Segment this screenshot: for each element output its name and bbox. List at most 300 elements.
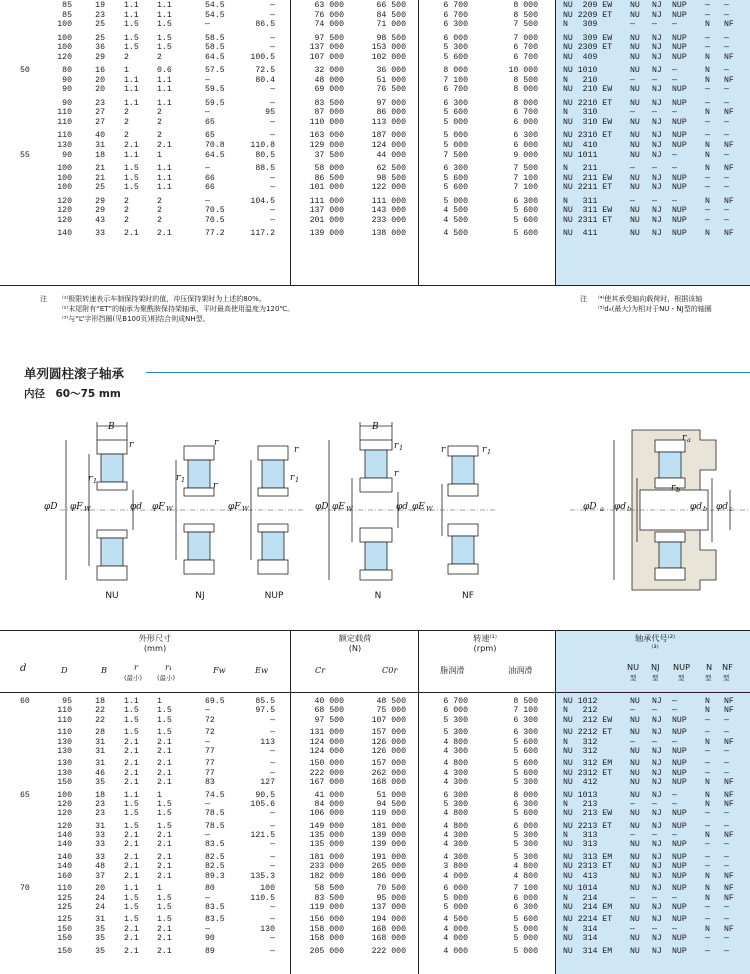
col-r1: r₁ (165, 662, 173, 672)
cell-grease: 6 300 (443, 20, 468, 30)
cell-grease: 5 600 (443, 52, 468, 62)
cell-nf: NF (724, 737, 734, 747)
svg-text:φd: φd (614, 502, 627, 512)
cell-C0r: 98 500 (376, 173, 406, 183)
cell-Ew: 88.5 (255, 164, 275, 173)
cell-D: 140 (57, 853, 72, 862)
cell-B: 20 (95, 884, 105, 894)
cell-r1: 2.1 (157, 862, 172, 872)
cell-code: NU 2311 ET (563, 215, 613, 225)
cell-n: N (705, 108, 710, 118)
cell-Ew: — (270, 902, 275, 912)
cell-grease: 4 500 (443, 229, 468, 239)
cell-oil: 5 600 (513, 229, 538, 239)
cell-C0r: 126 000 (371, 737, 406, 747)
cell-Fw: 82.5 (205, 853, 225, 862)
cell-nj: NJ (652, 150, 662, 160)
cell-nu: NU (630, 173, 640, 183)
cell-Ew: — (270, 862, 275, 872)
cell-B: 31 (95, 915, 105, 925)
cell-Ew: — (270, 715, 275, 725)
table-row (0, 76, 750, 85)
cell-nf: NF (724, 229, 734, 239)
cell-Fw: 74.5 (205, 790, 225, 800)
cell-C0r: 168 000 (371, 934, 406, 943)
svg-text:B: B (372, 422, 379, 432)
cell-code: NU 412 (563, 778, 598, 787)
cell-nu: NU (630, 821, 640, 831)
cell-r: 2.1 (124, 946, 139, 956)
cell-r1: 1.5 (157, 821, 172, 831)
cell-Cr: 58 500 (314, 884, 344, 894)
table-row (0, 831, 750, 840)
cell-D: 130 (57, 759, 72, 769)
cell-nf: — (724, 934, 729, 943)
cell-D: 120 (57, 206, 72, 216)
cell-C0r: 98 500 (376, 33, 406, 43)
cell-nf: — (724, 10, 729, 20)
note-right-1: ⁽⁴⁾使其承受轴向载荷时，根据该轴 (598, 295, 703, 303)
cell-n: — (705, 10, 710, 20)
cell-oil: 5 000 (513, 946, 538, 956)
cell-B: 19 (95, 1, 105, 10)
cell-nf: — (724, 183, 729, 193)
svg-text:φd: φd (130, 502, 143, 512)
cell-B: 31 (95, 141, 105, 150)
cell-nj: NJ (652, 131, 662, 141)
cell-r1: 1.5 (157, 902, 172, 912)
table-row (0, 11, 750, 20)
cell-Fw: — (205, 893, 210, 903)
table-row (0, 43, 750, 52)
cell-nup: NUP (672, 229, 687, 239)
cell-Ew: 117.2 (250, 229, 275, 239)
cell-Fw: — (205, 924, 210, 934)
cell-Ew: — (270, 206, 275, 216)
header-load: 额定载荷 (338, 633, 372, 643)
cell-nup: NUP (672, 173, 687, 183)
cell-grease: 6 000 (443, 33, 468, 43)
cell-Fw: 89.3 (205, 871, 225, 881)
cell-code: NU 1013 (563, 790, 598, 800)
cell-B: 29 (95, 206, 105, 216)
cell-Ew: 100 (260, 884, 275, 894)
cell-nu: NU (630, 10, 640, 20)
cell-nup: NUP (672, 206, 687, 216)
cell-n: N (705, 884, 710, 894)
cell-grease: 6 700 (443, 1, 468, 10)
cell-nu: NU (630, 934, 640, 943)
cell-B: 43 (95, 215, 105, 225)
cell-B: 23 (95, 98, 105, 108)
cell-r1: 1.1 (157, 75, 172, 85)
svg-text:a: a (600, 505, 604, 513)
cell-oil: 7 500 (513, 20, 538, 30)
cell-grease: 4 300 (443, 778, 468, 787)
cell-n: N (705, 66, 710, 76)
cell-n: N (705, 150, 710, 160)
cell-r1: 2 (157, 118, 162, 127)
cell-C0r: 126 000 (371, 746, 406, 756)
cell-Ew: — (270, 10, 275, 20)
cell-code: N 213 (563, 799, 598, 809)
cell-D: 100 (57, 164, 72, 173)
cell-grease: 6 300 (443, 164, 468, 173)
cell-n: — (705, 946, 710, 956)
cell-n: — (705, 1, 710, 10)
cell-Cr: 131 000 (309, 728, 344, 738)
cell-r1: 2 (157, 196, 162, 206)
cell-nf: — (724, 206, 729, 216)
cell-Cr: 167 000 (309, 778, 344, 787)
svg-text:r: r (671, 483, 676, 493)
cell-code: NU 312 (563, 746, 598, 756)
cell-nu: NU (630, 206, 640, 216)
svg-text:b: b (676, 486, 681, 494)
cell-C0r: 124 000 (371, 141, 406, 150)
cell-nf: NF (724, 831, 734, 841)
cell-nj: NJ (652, 768, 662, 778)
cell-D: 90 (62, 85, 72, 95)
cell-nf: NF (724, 706, 734, 716)
cell-nf: — (724, 33, 729, 43)
cell-Fw: — (205, 196, 210, 206)
cell-Cr: 119 000 (309, 902, 344, 912)
cell-D: 140 (57, 229, 72, 239)
cell-B: 25 (95, 20, 105, 30)
table-row (0, 706, 750, 715)
cell-grease: 4 500 (443, 915, 468, 925)
cell-r: 2.1 (124, 853, 139, 862)
cell-nu: NU (630, 183, 640, 193)
cell-Cr: 37 500 (314, 150, 344, 160)
table-row (0, 769, 750, 778)
cell-Cr: 106 000 (309, 809, 344, 819)
cell-nu: — (630, 924, 635, 934)
cell-D: 110 (57, 706, 72, 716)
cell-grease: 4 500 (443, 215, 468, 225)
cell-n: N (705, 229, 710, 239)
cell-nj: NJ (652, 853, 662, 862)
diagram-nu (44, 422, 150, 580)
cell-r: 2 (124, 196, 129, 206)
cell-B: 18 (95, 150, 105, 160)
cell-code: N 312 (563, 737, 598, 747)
diagram-nup (228, 445, 305, 574)
cell-B: 37 (95, 871, 105, 881)
header-speed-unit: (rpm) (473, 643, 497, 653)
cell-r1: 2 (157, 215, 162, 225)
cell-r1: 2.1 (157, 934, 172, 943)
cell-B: 24 (95, 902, 105, 912)
cell-n: N (705, 790, 710, 800)
cell-Cr: 158 000 (309, 934, 344, 943)
cell-Cr: 68 500 (314, 706, 344, 716)
cell-nup: — (672, 196, 677, 206)
cell-Ew: 104.5 (250, 196, 275, 206)
cell-nu: NU (630, 915, 640, 925)
cell-r: 2 (124, 108, 129, 118)
cell-r1: 1.5 (157, 33, 172, 43)
cell-r1: 2.1 (157, 946, 172, 956)
svg-text:φD: φD (315, 502, 329, 512)
svg-text:W: W (242, 505, 249, 513)
col-ew: Ew (255, 665, 268, 675)
cell-nj: NJ (652, 715, 662, 725)
cell-nu: — (630, 737, 635, 747)
cell-Fw: 77 (205, 746, 215, 756)
cell-oil: 6 300 (513, 728, 538, 738)
cell-C0r: 51 000 (376, 75, 406, 85)
cell-C0r: 139 000 (371, 831, 406, 841)
cell-r: 2.1 (124, 831, 139, 841)
cell-C0r: 139 000 (371, 840, 406, 850)
col-r: r (134, 662, 138, 672)
cell-nf: NF (724, 141, 734, 150)
cell-oil: 7 000 (513, 33, 538, 43)
cell-C0r: 94 500 (376, 799, 406, 809)
cell-r1: 1.1 (157, 173, 172, 183)
cell-Fw: 83.5 (205, 902, 225, 912)
cell-B: 36 (95, 43, 105, 53)
cell-D: 110 (57, 715, 72, 725)
cell-B: 35 (95, 778, 105, 787)
cell-nup: NUP (672, 853, 687, 862)
cell-Cr: 205 000 (309, 946, 344, 956)
cell-grease: 4 800 (443, 821, 468, 831)
col-r-min: (最小) (124, 674, 143, 682)
cell-nf: — (724, 915, 729, 925)
cell-n: N (705, 799, 710, 809)
table-row (0, 759, 750, 768)
cell-r1: 1.5 (157, 728, 172, 738)
cell-r: 1.1 (124, 884, 139, 894)
cell-r: 2 (124, 131, 129, 141)
cell-oil: 7 100 (513, 173, 538, 183)
cell-n: N (705, 831, 710, 841)
cell-C0r: 62 500 (376, 164, 406, 173)
cell-oil: 8 000 (513, 790, 538, 800)
cell-r: 1.5 (124, 799, 139, 809)
notes-label: 注 (40, 295, 47, 303)
cell-r: 1.5 (124, 43, 139, 53)
cell-Cr: 181 000 (309, 853, 344, 862)
cell-nj: NJ (652, 778, 662, 787)
cell-r1: 1 (157, 150, 162, 160)
cell-code: NU 214 EM (563, 902, 613, 912)
cell-nu: NU (630, 946, 640, 956)
svg-text:b: b (627, 505, 632, 513)
cell-nu: — (630, 706, 635, 716)
cell-Ew: — (270, 821, 275, 831)
cell-r: 1.1 (124, 98, 139, 108)
cell-code: NU 211 EW (563, 173, 613, 183)
cell-C0r: 143 000 (371, 206, 406, 216)
cell-grease: 8 000 (443, 66, 468, 76)
cell-Cr: 137 000 (309, 206, 344, 216)
table-row (0, 164, 750, 173)
cell-Cr: 158 000 (309, 924, 344, 934)
cell-oil: 6 300 (513, 131, 538, 141)
notes-right-label: 注 (580, 295, 587, 303)
cell-Cr: 124 000 (309, 737, 344, 747)
cell-r: 2.1 (124, 871, 139, 881)
cell-code: NU 209 EW (563, 1, 613, 10)
cell-Fw: 77 (205, 759, 215, 769)
cell-Fw: — (205, 20, 210, 30)
cell-code: NU 212 EW (563, 715, 613, 725)
cell-nj: — (652, 108, 657, 118)
cell-r: 1.5 (124, 728, 139, 738)
cell-r1: 2.1 (157, 229, 172, 239)
cell-Cr: 129 000 (309, 141, 344, 150)
cell-nj: — (652, 893, 657, 903)
cell-nu: NU (630, 902, 640, 912)
cell-nf: — (724, 821, 729, 831)
svg-text:b: b (703, 505, 708, 513)
cell-nu: NU (630, 52, 640, 62)
cell-grease: 5 300 (443, 43, 468, 53)
cell-oil: 5 300 (513, 840, 538, 850)
cell-nf: — (724, 746, 729, 756)
cell-code: NU 2310 ET (563, 131, 613, 141)
cell-D: 130 (57, 737, 72, 747)
cell-Ew: 90.5 (255, 790, 275, 800)
cell-Fw: — (205, 799, 210, 809)
cell-oil: 7 100 (513, 706, 538, 716)
table-row (0, 791, 750, 800)
section-rule (146, 372, 750, 373)
cell-Ew: — (270, 173, 275, 183)
cell-code: NU 2209 ET (563, 10, 613, 20)
cell-nu: — (630, 893, 635, 903)
cell-nup: NUP (672, 809, 687, 819)
cell-n: — (705, 759, 710, 769)
cell-r1: 2.1 (157, 778, 172, 787)
cell-n: N (705, 924, 710, 934)
cell-r: 1.5 (124, 173, 139, 183)
cell-grease: 4 300 (443, 840, 468, 850)
cell-n: N (705, 75, 710, 85)
cell-nup: NUP (672, 43, 687, 53)
cell-nf: — (724, 118, 729, 127)
cell-Fw: 69.5 (205, 697, 225, 706)
cell-nj: — (652, 924, 657, 934)
cell-nj: NJ (652, 85, 662, 95)
cell-nup: — (672, 924, 677, 934)
cell-B: 22 (95, 715, 105, 725)
cell-Cr: 139 000 (309, 229, 344, 239)
cell-C0r: 70 500 (376, 884, 406, 894)
cell-nu: NU (630, 131, 640, 141)
cell-grease: 6 300 (443, 790, 468, 800)
table-row (0, 85, 750, 94)
table-row (0, 778, 750, 787)
cell-D: 120 (57, 215, 72, 225)
cell-grease: 5 000 (443, 131, 468, 141)
cell-B: 24 (95, 893, 105, 903)
cell-nu: NU (630, 150, 640, 160)
col-fw: Fw (213, 665, 226, 675)
cell-oil: 4 800 (513, 871, 538, 881)
cell-r1: 1.5 (157, 706, 172, 716)
cell-nf: NF (724, 697, 734, 706)
cell-B: 33 (95, 229, 105, 239)
table-row (0, 862, 750, 871)
cell-oil: 6 000 (513, 141, 538, 150)
cell-nf: — (724, 946, 729, 956)
cell-nu: NU (630, 141, 640, 150)
cell-nj: NJ (652, 10, 662, 20)
cell-Fw: 57.5 (205, 66, 225, 76)
table-row (0, 934, 750, 943)
cell-D: 125 (57, 915, 72, 925)
table-row (0, 947, 750, 956)
cell-D: 120 (57, 799, 72, 809)
svg-text:B: B (108, 422, 115, 432)
svg-text:φD: φD (44, 502, 58, 512)
cell-Ew: 95 (265, 108, 275, 118)
col-type-nf: NF (722, 662, 733, 672)
diagram-nf (410, 445, 495, 574)
cell-nj: NJ (652, 871, 662, 881)
cell-r1: 2.1 (157, 840, 172, 850)
cell-oil: 8 500 (513, 697, 538, 706)
cell-Fw: 58.5 (205, 33, 225, 43)
cell-Cr: 135 000 (309, 831, 344, 841)
cell-nu: NU (630, 871, 640, 881)
cell-grease: 5 600 (443, 183, 468, 193)
cell-Ew: 80.5 (255, 150, 275, 160)
cell-r: 2.1 (124, 141, 139, 150)
cell-D: 80 (62, 66, 72, 76)
cell-B: 25 (95, 183, 105, 193)
cell-d: 70 (20, 884, 30, 894)
cell-Cr: 182 000 (309, 871, 344, 881)
cell-D: 120 (57, 196, 72, 206)
cell-n: — (705, 934, 710, 943)
svg-text:φE: φE (412, 502, 425, 512)
cell-code: NU 2211 ET (563, 183, 613, 193)
cell-grease: 4 300 (443, 768, 468, 778)
cell-D: 110 (57, 131, 72, 141)
cell-Ew: 113 (260, 737, 275, 747)
cell-C0r: 44 000 (376, 150, 406, 160)
diagram-mounting (570, 430, 748, 590)
cell-nu: NU (630, 33, 640, 43)
cell-oil: 5 300 (513, 831, 538, 841)
cell-C0r: 102 000 (371, 52, 406, 62)
cell-n: N (705, 778, 710, 787)
cell-oil: 5 600 (513, 915, 538, 925)
cell-nu: NU (630, 809, 640, 819)
cell-r1: 1 (157, 884, 162, 894)
cell-Ew: 127 (260, 778, 275, 787)
cell-oil: 7 100 (513, 884, 538, 894)
cell-nup: — (672, 706, 677, 716)
cell-nf: — (724, 715, 729, 725)
cell-Fw: 78.5 (205, 821, 225, 831)
cell-B: 31 (95, 746, 105, 756)
cell-nj: NJ (652, 1, 662, 10)
cell-Fw: — (205, 75, 210, 85)
cell-nj: NJ (652, 934, 662, 943)
cell-nj: NJ (652, 840, 662, 850)
cell-Cr: 233 000 (309, 862, 344, 872)
cell-Ew: — (270, 915, 275, 925)
cell-nj: NJ (652, 759, 662, 769)
svg-text:φF: φF (70, 502, 83, 512)
